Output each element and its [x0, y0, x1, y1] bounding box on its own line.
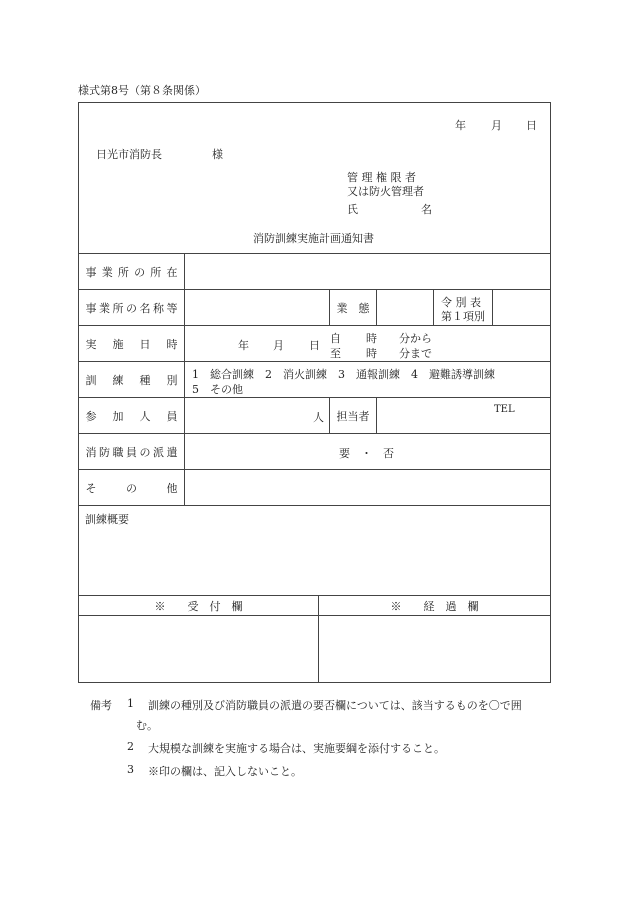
appendix-label-1: 令 別 表: [441, 296, 481, 309]
participants-label: 参 加 人 員: [85, 409, 178, 423]
to-minute: 分まで: [399, 347, 432, 360]
form-number: 様式第8号（第８条関係）: [78, 84, 206, 97]
from-label: 自: [330, 332, 341, 345]
applicant-title-1: 管 理 権 限 者: [347, 171, 416, 184]
note-3-text: ※印の欄は、記入しないこと。: [148, 765, 302, 778]
addressee-honorific: 様: [212, 148, 223, 161]
to-label: 至: [330, 347, 341, 360]
to-hour: 時: [366, 347, 377, 360]
note-1-number: 1: [127, 697, 134, 710]
other-label: そ の 他: [85, 481, 178, 495]
appendix-right-divider: [492, 289, 493, 325]
note-1-text: 訓練の種別及び消防職員の派遣の要否欄については、該当するものを〇で囲: [148, 699, 522, 712]
exec-month: 月: [273, 339, 284, 352]
type-label: 訓 練 種 別: [85, 373, 178, 387]
business-label: 業 態: [336, 301, 370, 315]
date-label: 実 施 日 時: [85, 337, 178, 351]
applicant-name-label-a: 氏: [347, 203, 358, 216]
date-year: 年: [455, 119, 466, 132]
exec-day: 日: [309, 339, 320, 352]
exec-year: 年: [238, 339, 249, 352]
appendix-left-divider: [433, 289, 434, 325]
participants-unit: 人: [313, 411, 324, 424]
rule-8: [78, 505, 551, 506]
note-1-continuation: む。: [136, 719, 158, 732]
overview-label: 訓練概要: [85, 513, 129, 526]
name-label: 事業所の名称等: [85, 301, 178, 315]
training-type-options-2: 5 その他: [192, 383, 243, 396]
applicant-name-label-b: 名: [421, 203, 432, 216]
appendix-label-2: 第１項別: [441, 310, 485, 323]
person-in-charge-label: 担当者: [336, 409, 370, 423]
progress-header: ※ 経 過 欄: [390, 599, 479, 613]
applicant-title-2: 又は防火管理者: [347, 185, 424, 198]
from-hour: 時: [366, 332, 377, 345]
from-minute: 分から: [399, 332, 432, 345]
document-title: 消防訓練実施計画通知書: [253, 232, 374, 245]
reception-header: ※ 受 付 欄: [154, 599, 243, 613]
dispatch-label: 消防職員の派遣: [85, 445, 178, 459]
date-month: 月: [491, 119, 502, 132]
business-right-divider: [376, 289, 377, 325]
person-in-charge-divider: [376, 397, 377, 433]
tel-label: TEL: [494, 404, 515, 415]
training-type-options-1: 1 総合訓練 2 消火訓練 3 通報訓練 4 避難誘導訓練: [192, 368, 495, 381]
dispatch-value: 要 ・ 否: [339, 447, 394, 460]
date-day: 日: [526, 119, 537, 132]
label-column-divider: [184, 253, 185, 505]
note-2-number: 2: [127, 740, 134, 753]
notes-heading: 備考: [90, 699, 112, 712]
rule-10: [78, 615, 551, 616]
location-label: 事業所の所在: [85, 265, 178, 279]
note-2-text: 大規模な訓練を実施する場合は、実施要綱を添付すること。: [148, 742, 445, 755]
note-3-number: 3: [127, 763, 134, 776]
addressee-name: 日光市消防長: [96, 148, 162, 161]
